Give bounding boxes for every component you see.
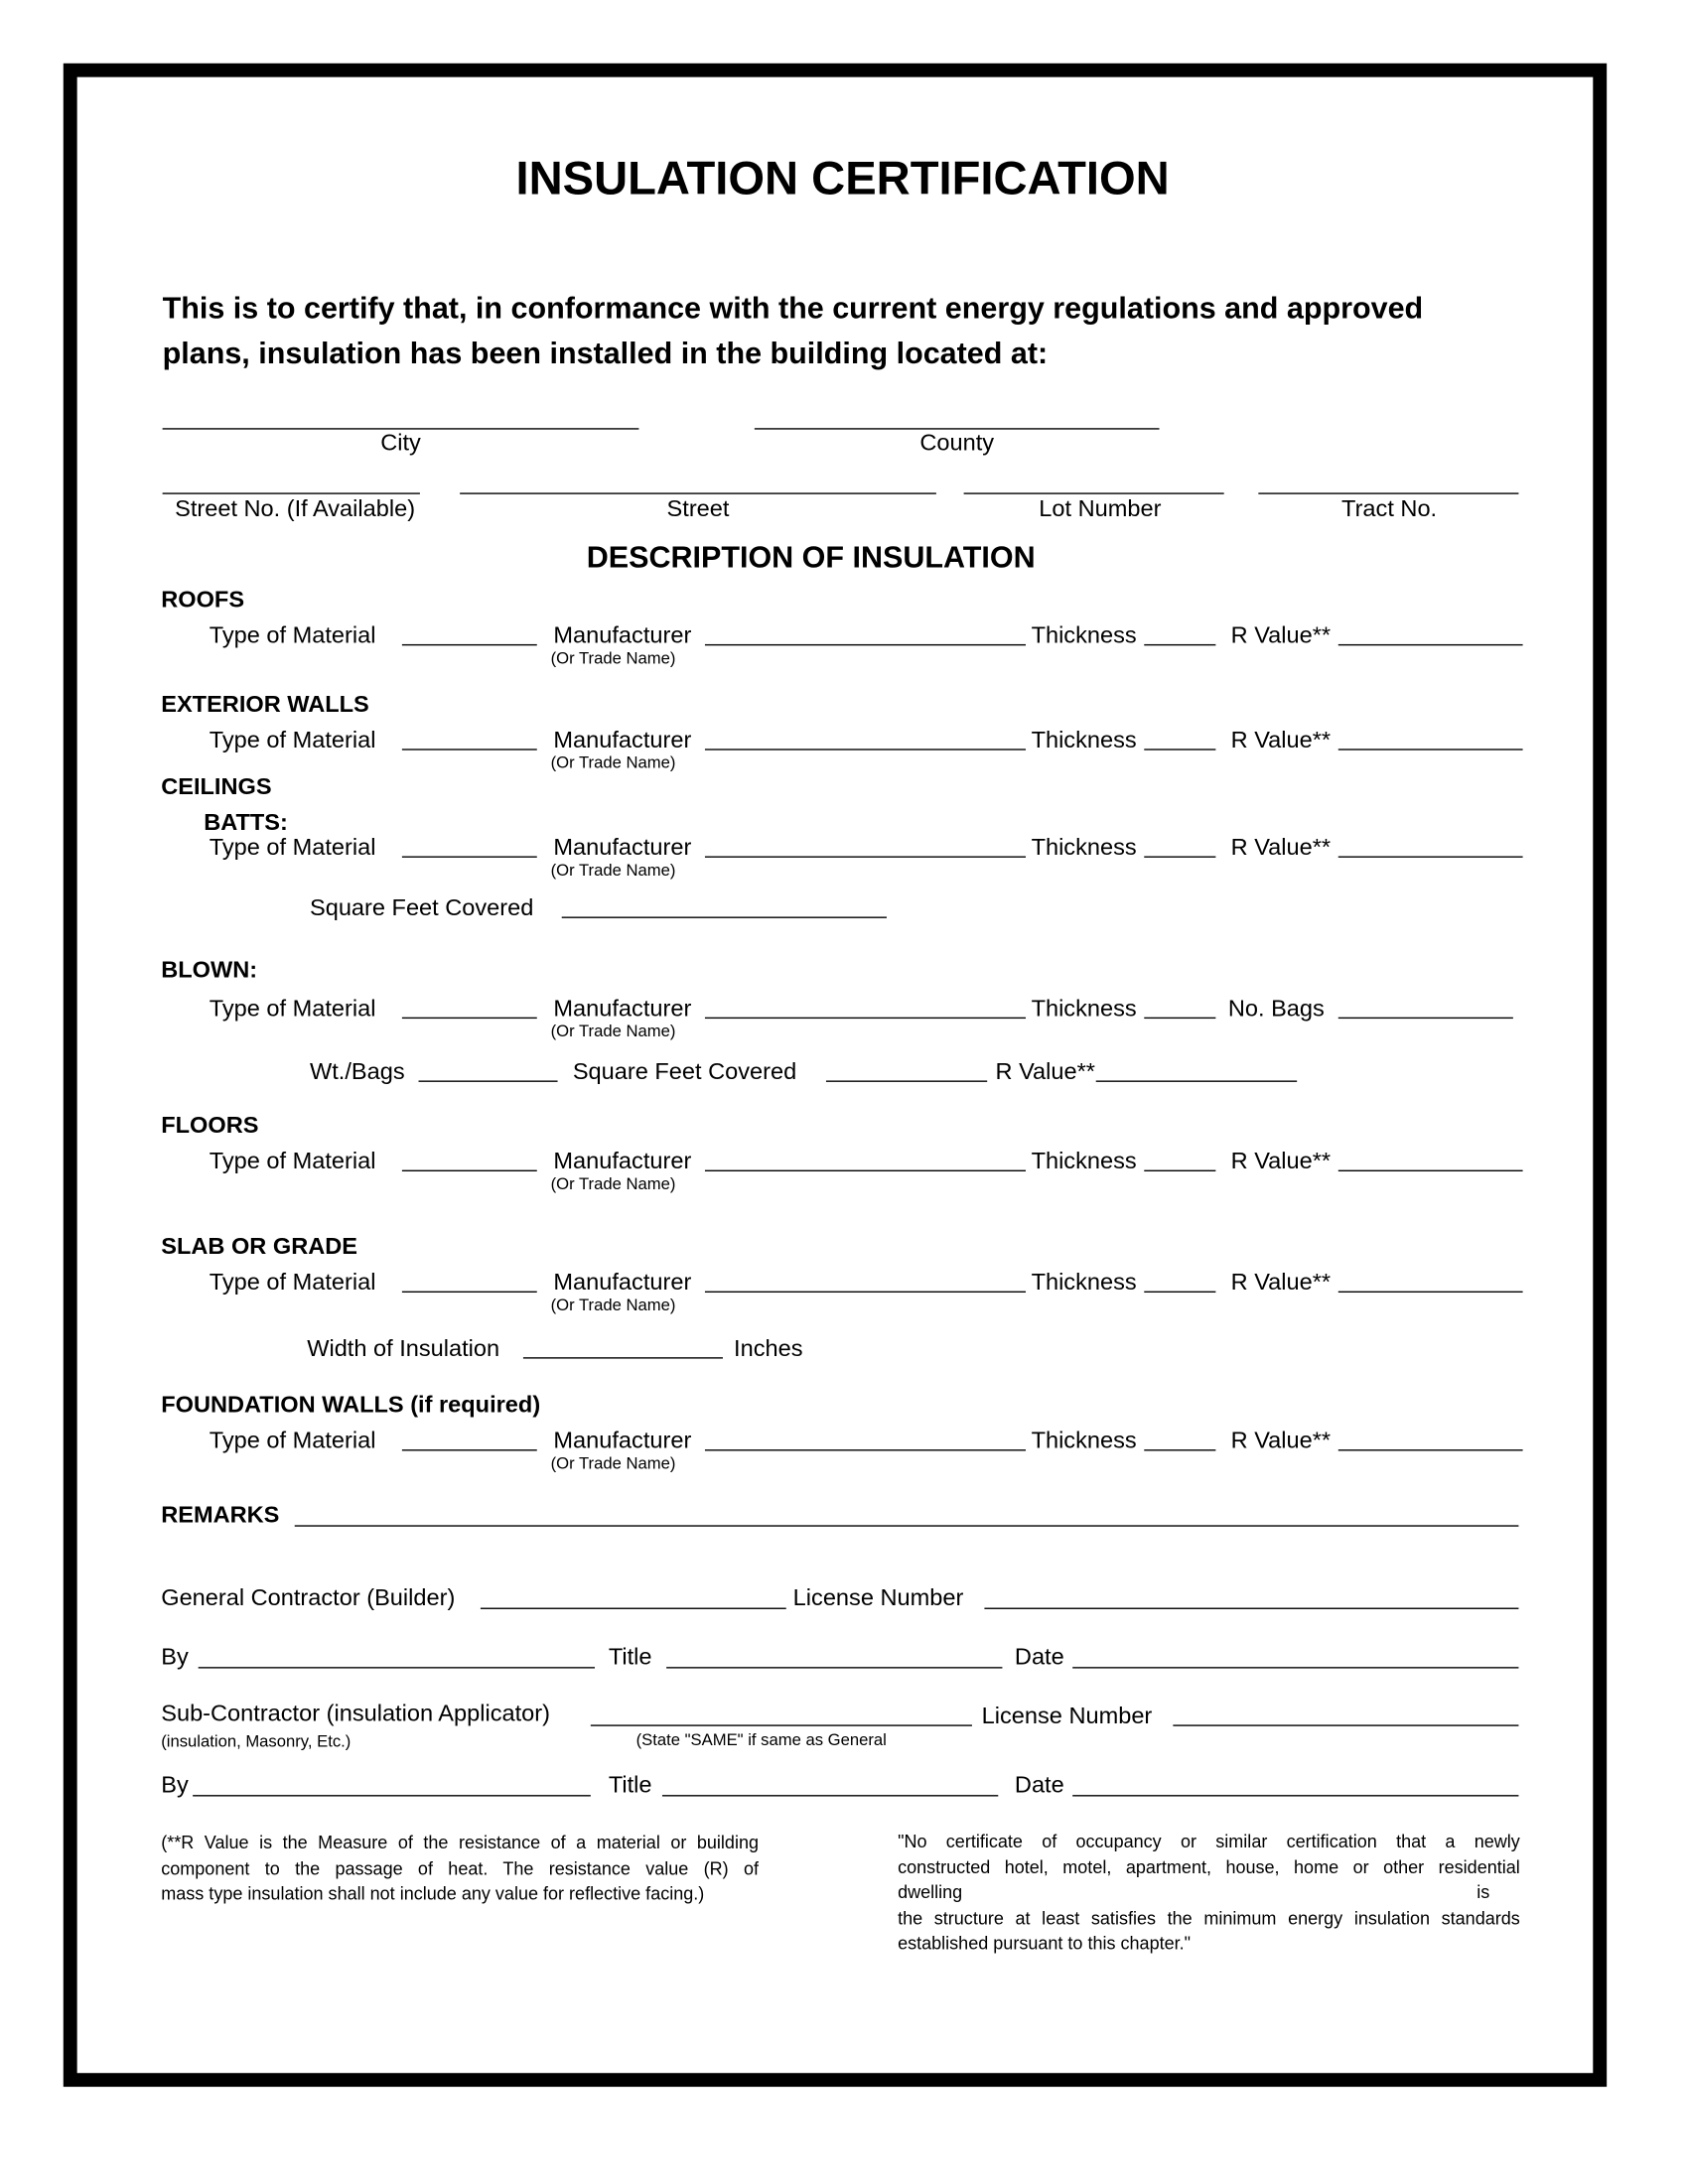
sc-title-field[interactable] (662, 1795, 998, 1796)
roofs-manufacturer-field[interactable] (705, 644, 1026, 645)
sub-contractor-label: Sub-Contractor (insulation Applicator) (161, 1700, 550, 1726)
foundation-or-trade-name-note: (Or Trade Name) (550, 1453, 676, 1473)
r-value-footnote (161, 1831, 759, 1907)
slab-heading: SLAB OR GRADE (161, 1233, 357, 1260)
slab-type-of-material-field[interactable] (402, 1292, 537, 1293)
foundation-thickness-field[interactable] (1144, 1449, 1215, 1450)
gc-by-field[interactable] (199, 1667, 595, 1668)
foundation-r-value-field[interactable] (1338, 1449, 1523, 1450)
foundation-type-of-material-label: Type of Material (209, 1427, 376, 1454)
blown-heading: BLOWN: (161, 956, 258, 984)
remarks-label: REMARKS (161, 1501, 280, 1529)
foundation-r-value-label: R Value** (1230, 1427, 1332, 1454)
exterior-walls-thickness-label: Thickness (1031, 727, 1137, 753)
slab-thickness-field[interactable] (1144, 1292, 1215, 1293)
blown-square-feet-label: Square Feet Covered (572, 1058, 797, 1085)
wt-bags-field[interactable] (419, 1080, 558, 1081)
footnote-line: mass type insulation shall not include any value for reflective facing.) (161, 1882, 705, 1904)
batts-thickness-field[interactable] (1144, 856, 1215, 857)
floors-manufacturer-label: Manufacturer (553, 1148, 692, 1174)
sc-license-field[interactable] (1173, 1724, 1518, 1725)
intro-line-2: plans, insulation has been installed in the building located at: (162, 336, 1049, 370)
batts-square-feet-label: Square Feet Covered (309, 894, 534, 921)
batts-thickness-label: Thickness (1031, 834, 1137, 861)
slab-r-value-label: R Value** (1230, 1269, 1332, 1296)
foundation-heading: FOUNDATION WALLS (if required) (161, 1391, 541, 1419)
foundation-manufacturer-label: Manufacturer (553, 1427, 692, 1454)
roofs-type-of-material-label: Type of Material (209, 621, 376, 649)
sc-date-label: Date (1014, 1771, 1064, 1798)
blown-type-of-material-field[interactable] (402, 1018, 537, 1019)
roofs-thickness-label: Thickness (1031, 621, 1137, 649)
blown-thickness-field[interactable] (1144, 1018, 1215, 1019)
exterior-walls-type-of-material-label: Type of Material (209, 727, 376, 753)
footnote-line: "No certificate of occupancy or similar certification that a newly (898, 1831, 1520, 1851)
blown-type-of-material-label: Type of Material (209, 995, 376, 1022)
gc-license-field[interactable] (984, 1608, 1518, 1609)
foundation-manufacturer-field[interactable] (705, 1449, 1026, 1450)
blown-no-bags-label: No. Bags (1227, 995, 1325, 1022)
blown-manufacturer-field[interactable] (705, 1018, 1026, 1019)
section-title: DESCRIPTION OF INSULATION (586, 539, 1036, 575)
batts-manufacturer-field[interactable] (705, 856, 1026, 857)
roofs-or-trade-name-note: (Or Trade Name) (550, 648, 676, 668)
batts-type-of-material-label: Type of Material (209, 834, 376, 861)
blown-r-value-field[interactable] (1096, 1080, 1297, 1081)
gc-date-label: Date (1014, 1643, 1064, 1670)
floors-type-of-material-field[interactable] (402, 1170, 537, 1171)
batts-manufacturer-label: Manufacturer (553, 834, 692, 861)
sc-date-field[interactable] (1072, 1795, 1518, 1796)
street-field[interactable] (460, 492, 936, 493)
roofs-type-of-material-field[interactable] (402, 644, 537, 645)
sc-title-label: Title (608, 1771, 652, 1798)
footnote-line: constructed hotel, motel, apartment, house, home or other residential (898, 1855, 1520, 1877)
roofs-r-value-label: R Value** (1230, 621, 1332, 649)
slab-manufacturer-label: Manufacturer (553, 1269, 692, 1296)
floors-type-of-material-label: Type of Material (209, 1148, 376, 1174)
exterior-walls-r-value-label: R Value** (1230, 727, 1332, 753)
batts-r-value-field[interactable] (1338, 856, 1523, 857)
tract-no-label: Tract No. (1341, 495, 1438, 522)
general-contractor-label: General Contractor (Builder) (161, 1583, 456, 1611)
ceilings-heading: CEILINGS (161, 773, 272, 800)
slab-type-of-material-label: Type of Material (209, 1269, 376, 1296)
street-no-field[interactable] (163, 492, 420, 493)
sub-contractor-note: (insulation, Masonry, Etc.) (161, 1731, 352, 1751)
roofs-r-value-field[interactable] (1338, 644, 1523, 645)
gc-by-label: By (161, 1643, 189, 1670)
floors-r-value-field[interactable] (1338, 1170, 1523, 1171)
wt-bags-label: Wt./Bags (309, 1058, 405, 1085)
roofs-heading: ROOFS (161, 586, 245, 614)
floors-heading: FLOORS (161, 1112, 259, 1139)
exterior-walls-type-of-material-field[interactable] (402, 749, 537, 750)
inches-label: Inches (734, 1335, 803, 1362)
roofs-thickness-field[interactable] (1144, 644, 1215, 645)
exterior-walls-or-trade-name-note: (Or Trade Name) (550, 752, 676, 772)
floors-manufacturer-field[interactable] (705, 1170, 1026, 1171)
blown-no-bags-field[interactable] (1338, 1018, 1513, 1019)
gc-date-field[interactable] (1072, 1667, 1518, 1668)
exterior-walls-manufacturer-label: Manufacturer (553, 727, 692, 753)
gc-title-label: Title (608, 1643, 652, 1670)
sc-license-label: License Number (981, 1703, 1153, 1729)
floors-or-trade-name-note: (Or Trade Name) (550, 1173, 676, 1194)
slab-or-trade-name-note: (Or Trade Name) (550, 1295, 676, 1315)
exterior-walls-heading: EXTERIOR WALLS (161, 691, 369, 718)
batts-type-of-material-field[interactable] (402, 856, 537, 857)
same-as-general-note: (State "SAME" if same as General (635, 1729, 887, 1750)
intro-line-1: This is to certify that, in conformance with the current energy regulations and approved (162, 290, 1424, 326)
occupancy-footnote (898, 1830, 1520, 1957)
foundation-type-of-material-field[interactable] (402, 1449, 537, 1450)
tract-no-field[interactable] (1258, 492, 1518, 493)
remarks-field[interactable] (295, 1525, 1519, 1526)
blown-square-feet-field[interactable] (826, 1080, 987, 1081)
batts-or-trade-name-note: (Or Trade Name) (550, 860, 676, 881)
street-label: Street (666, 495, 730, 522)
blown-r-value-label: R Value** (995, 1058, 1095, 1085)
footnote-line: the structure at least satisfies the minimum energy insulation standards (898, 1907, 1520, 1928)
sub-contractor-field[interactable] (591, 1724, 972, 1725)
batts-square-feet-field[interactable] (562, 916, 887, 917)
exterior-walls-manufacturer-field[interactable] (705, 749, 1026, 750)
blown-manufacturer-label: Manufacturer (553, 995, 692, 1022)
gc-license-label: License Number (792, 1583, 964, 1611)
city-label: City (380, 429, 421, 456)
blown-or-trade-name-note: (Or Trade Name) (550, 1021, 676, 1041)
batts-r-value-label: R Value** (1230, 834, 1332, 861)
sc-by-field[interactable] (193, 1795, 591, 1796)
batts-heading: BATTS: (204, 809, 288, 836)
exterior-walls-r-value-field[interactable] (1338, 749, 1523, 750)
slab-manufacturer-field[interactable] (705, 1292, 1026, 1293)
slab-thickness-label: Thickness (1031, 1269, 1137, 1296)
footnote-line: component to the passage of heat. The resistance value (R) of (161, 1857, 760, 1879)
lot-number-field[interactable] (964, 492, 1224, 493)
county-label: County (919, 429, 995, 456)
blown-thickness-label: Thickness (1031, 995, 1137, 1022)
footnote-line: dwelling is (898, 1881, 1490, 1903)
street-no-label: Street No. (If Available) (175, 495, 416, 522)
floors-r-value-label: R Value** (1230, 1148, 1332, 1174)
slab-r-value-field[interactable] (1338, 1292, 1523, 1293)
width-of-insulation-label: Width of Insulation (307, 1335, 500, 1362)
sc-by-label: By (161, 1771, 189, 1798)
footnote-line: established pursuant to this chapter." (898, 1932, 1192, 1954)
lot-number-label: Lot Number (1039, 495, 1162, 522)
floors-thickness-label: Thickness (1031, 1148, 1137, 1174)
floors-thickness-field[interactable] (1144, 1170, 1215, 1171)
foundation-thickness-label: Thickness (1031, 1427, 1137, 1454)
general-contractor-field[interactable] (481, 1608, 786, 1609)
width-of-insulation-field[interactable] (523, 1357, 723, 1358)
gc-title-field[interactable] (666, 1667, 1002, 1668)
form-title: INSULATION CERTIFICATION (515, 152, 1170, 205)
footnote-line: (**R Value is the Measure of the resistance of a material or building (161, 1832, 760, 1853)
roofs-manufacturer-label: Manufacturer (553, 621, 692, 649)
exterior-walls-thickness-field[interactable] (1144, 749, 1215, 750)
